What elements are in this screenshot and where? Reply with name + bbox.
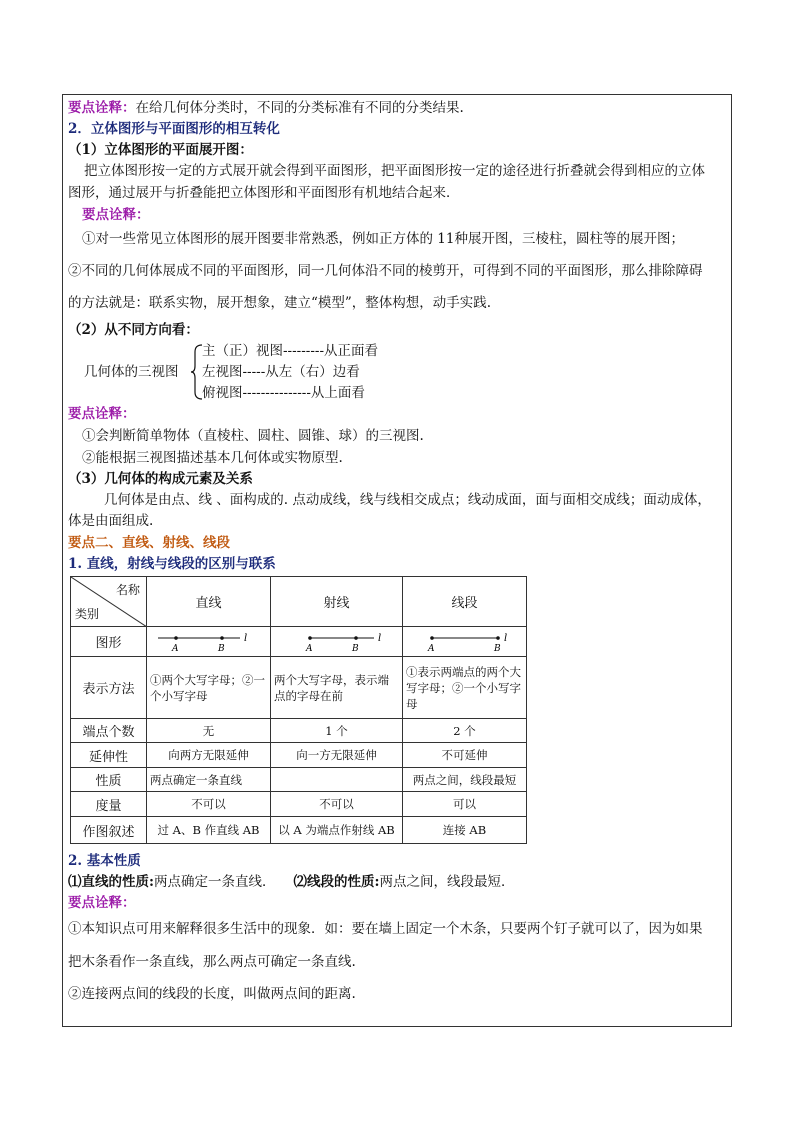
subheading-2: （2）从不同方向看：: [68, 322, 199, 338]
row-label: 延伸性: [71, 743, 147, 768]
line-figure: [147, 627, 271, 657]
ray-diagram-icon: [282, 630, 392, 654]
note-label: 要点诠释：: [68, 406, 136, 422]
svg-text:A: A: [427, 643, 434, 654]
subheading-properties: 2. 基本性质: [68, 853, 141, 869]
properties-line: [68, 873, 514, 891]
table-row: [71, 743, 527, 768]
note-item: 把木条看作一条直线，那么两点可确定一条直线.: [68, 954, 356, 970]
svg-text:l: l: [243, 632, 247, 644]
paragraph-line: 几何体是由点、线 、面构成的. 点动成线，线与线相交成点；线动成面，面与面相交成线；面动成体，: [104, 492, 711, 508]
segment-figure: [403, 627, 527, 657]
note-label: 要点诠释：: [68, 895, 136, 911]
table-cell: 以 A 为端点作射线 AB: [271, 817, 403, 844]
column-header: 射线: [271, 577, 403, 627]
column-header: 直线: [147, 577, 271, 627]
table-cell: 2 个: [403, 719, 527, 743]
table-header-row: [71, 577, 527, 627]
paragraph-line: 把立体图形按一定的方式展开就会得到平面图形，把平面图形按一定的途径进行折叠就会得到相应的立体: [84, 163, 705, 179]
table-cell: 两点确定一条直线: [147, 768, 271, 792]
property-text: 两点之间，线段最短．: [379, 874, 515, 890]
table-cell: 向一方无限延伸: [271, 743, 403, 768]
corner-cell: [71, 577, 147, 627]
row-label: 作图叙述: [71, 817, 147, 844]
note-item: ①会判断简单物体（直棱柱、圆柱、圆锥、球）的三视图.: [82, 428, 424, 444]
table-cell: 两点之间，线段最短: [403, 768, 527, 792]
column-header: 线段: [403, 577, 527, 627]
table-cell: 不可延伸: [403, 743, 527, 768]
view-left: 左视图-----从左（右）边看: [202, 364, 360, 380]
table-row: [71, 627, 527, 657]
table-cell: 连接 AB: [403, 817, 527, 844]
row-label: 性质: [71, 768, 147, 792]
property-label: ⑵线段的性质:: [293, 874, 380, 890]
table-cell: ①两个大写字母；②一个小写字母: [147, 657, 271, 719]
row-label: 度量: [71, 792, 147, 817]
row-label: 图形: [71, 627, 147, 657]
svg-text:l: l: [503, 632, 507, 644]
note-item: ②连接两点间的线段的长度，叫做两点间的距离.: [68, 986, 356, 1002]
svg-text:B: B: [351, 643, 359, 654]
corner-top-label: 名称: [115, 583, 140, 597]
table-cell: [271, 768, 403, 792]
table-row: [71, 719, 527, 743]
view-top: 俯视图---------------从上面看: [202, 385, 365, 401]
table-cell: 过 A、B 作直线 AB: [147, 817, 271, 844]
table-cell: ①表示两端点的两个大写字母；②一个小写字母: [403, 657, 527, 719]
paragraph-line: 体是由面组成.: [68, 513, 154, 529]
table-cell: 无: [147, 719, 271, 743]
svg-text:l: l: [377, 632, 381, 644]
table-cell: 两个大写字母，表示端点的字母在前: [271, 657, 403, 719]
table-row: [71, 768, 527, 792]
note-text: 在给几何体分类时，不同的分类标准有不同的分类结果.: [135, 100, 464, 116]
svg-text:A: A: [171, 643, 178, 654]
subheading-3: （3）几何体的构成元素及关系: [68, 471, 253, 487]
table-cell: 不可以: [271, 792, 403, 817]
subheading-1: （1）立体图形的平面展开图：: [68, 142, 253, 158]
row-label: 端点个数: [71, 719, 147, 743]
note-item: ②不同的几何体展成不同的平面图形，同一几何体沿不同的棱剪开，可得到不同的平面图形，那么排除障碍: [68, 263, 703, 279]
ray-figure: [271, 627, 403, 657]
segment-diagram-icon: [410, 630, 520, 654]
paragraph-line: 图形，通过展开与折叠能把立体图形和平面图形有机地结合起来．: [68, 185, 460, 201]
row-label: 表示方法: [71, 657, 147, 719]
subheading-compare: 1. 直线，射线与线段的区别与联系: [68, 556, 276, 572]
view-front: 主（正）视图---------从正面看: [202, 343, 379, 359]
comparison-table: [70, 576, 527, 844]
section-heading-2: 2．立体图形与平面图形的相互转化: [68, 121, 280, 137]
table-cell: 可以: [403, 792, 527, 817]
table-cell: 1 个: [271, 719, 403, 743]
svg-text:A: A: [305, 643, 312, 654]
table-row: [71, 792, 527, 817]
corner-bottom-label: 类别: [75, 607, 100, 621]
note-item: ②能根据三视图描述基本几何体或实物原型.: [82, 450, 343, 466]
note-item: ①本知识点可用来解释很多生活中的现象．如：要在墙上固定一个木条，只要两个钉子就可以了，因为如果: [68, 921, 703, 937]
three-views-label: 几何体的三视图: [84, 364, 179, 380]
property-text: 两点确定一条直线．: [153, 874, 276, 890]
table-row: [71, 657, 527, 719]
note-line-1: [68, 99, 464, 117]
svg-text:B: B: [493, 643, 501, 654]
note-label: 要点诠释：: [82, 207, 150, 223]
table-cell: 不可以: [147, 792, 271, 817]
svg-text:B: B: [217, 643, 225, 654]
note-item: ①对一些常见立体图形的展开图要非常熟悉，例如正方体的 11种展开图，三棱柱，圆柱等的展开图；: [82, 231, 684, 247]
property-label: ⑴直线的性质:: [68, 874, 154, 890]
line-diagram-icon: [154, 630, 264, 654]
section-heading-key2: 要点二、直线、射线、线段: [68, 535, 230, 551]
note-label: 要点诠释：: [68, 100, 136, 116]
table-row: [71, 817, 527, 844]
table-cell: 向两方无限延伸: [147, 743, 271, 768]
note-item: 的方法就是：联系实物，展开想象，建立“模型”，整体构想，动手实践.: [68, 295, 492, 311]
